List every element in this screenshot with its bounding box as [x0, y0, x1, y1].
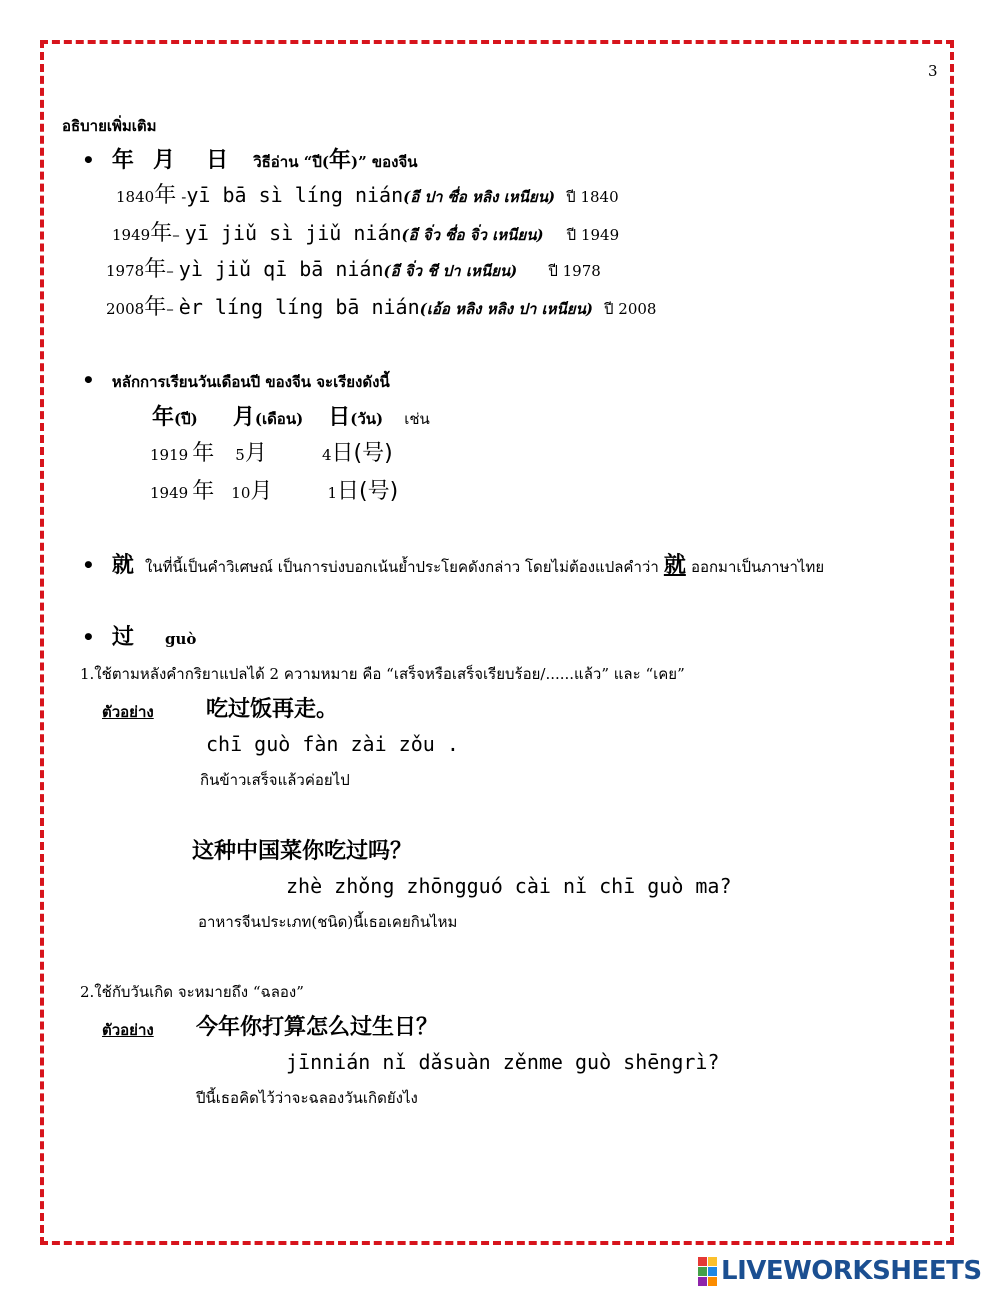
heading-cn-month: 月 — [153, 148, 176, 173]
separator: – — [166, 262, 174, 280]
year-cn: 年 — [154, 183, 177, 208]
header-suffix: เช่น — [404, 410, 430, 428]
bullet: • — [82, 368, 95, 392]
jiu-text-pre: ในที่นี้เป็นคำวิเศษณ์ เป็นการบ่งบอกเน้นย้ำประโยคดังกล่าว โดยไม่ต้องแปลคำว่า — [145, 558, 659, 576]
example-2-thai: อาหารจีนประเภท(ชนิด)นี้เธอเคยกินไหม — [198, 913, 458, 931]
year-number: 2008 — [106, 300, 145, 318]
year-cn: 年 — [144, 257, 167, 282]
year-row — [112, 216, 619, 247]
year-number: 1949 — [112, 226, 151, 244]
date-example-row — [150, 436, 393, 467]
pinyin: èr líng líng bā nián — [178, 295, 420, 319]
date-example-row — [150, 474, 398, 505]
year-number: 1978 — [106, 262, 145, 280]
guo-point-2: 2.ใช้กับวันเกิด จะหมายถึง “ฉลอง” — [80, 983, 304, 1001]
day-cn: 日(号) — [331, 441, 393, 466]
example-label: ตัวอย่าง — [102, 1021, 154, 1039]
month-cn: 月 — [250, 479, 273, 504]
day-cn: 日(号) — [337, 479, 399, 504]
year-number: 1919 — [150, 446, 189, 464]
year-row — [116, 178, 619, 209]
example-1-pinyin: chī guò fàn zài zǒu . — [206, 732, 459, 756]
example-3-pinyin: jīnnián nǐ dǎsuàn zěnme guò shēngrì? — [286, 1050, 720, 1074]
meaning: ปี 1840 — [566, 188, 619, 206]
guo-pinyin: guò — [165, 630, 197, 648]
jiu-cn: 就 — [111, 553, 134, 578]
date-order-heading — [82, 368, 390, 394]
jiu-explanation — [82, 548, 824, 579]
jiu-cn-inline: 就 — [663, 553, 686, 578]
meaning: ปี 1949 — [566, 226, 620, 244]
separator: – — [166, 300, 174, 318]
header-cn: 年 — [152, 405, 175, 430]
example-1-thai: กินข้าวเสร็จแล้วค่อยไป — [200, 771, 350, 789]
year-cn: 年 — [144, 295, 167, 320]
thai-reading: (อี จิ่ว ชี ปา เหนียน) — [383, 262, 518, 280]
guo-cn: 过 — [111, 625, 134, 650]
example-2-cn: 这种中国菜你吃过吗？ — [192, 839, 413, 864]
section-title: อธิบายเพิ่มเติม — [62, 117, 157, 135]
year-cn: 年 — [150, 221, 173, 246]
example-3-thai: ปีนี้เธอคิดไว้ว่าจะฉลองวันเกิดยังไง — [196, 1089, 418, 1107]
date-order-header — [152, 400, 430, 431]
pinyin: yì jiǔ qī bā nián — [178, 257, 384, 281]
meaning: ปี 1978 — [548, 262, 601, 280]
header-thai: (วัน) — [350, 410, 384, 428]
thai-reading: (อี จิ่ว ซื่อ จิ่ว เหนียน) — [401, 226, 544, 244]
day-number: 4 — [321, 446, 332, 464]
thai-reading: (อี ปา ซื่อ หลิง เหนียน) — [403, 188, 556, 206]
jiu-text-post: ออกมาเป็นภาษาไทย — [690, 558, 825, 576]
header-thai: (ปี) — [174, 410, 198, 428]
month-cn: 月 — [244, 441, 267, 466]
example-3-cn: 今年你打算怎么过生日？ — [196, 1015, 439, 1040]
bullet: • — [82, 148, 95, 172]
heading-desc-pre: วิธีอ่าน “ปี( — [253, 153, 329, 171]
year-row — [106, 290, 656, 321]
month-number: 10 — [231, 484, 251, 502]
year-row — [106, 252, 601, 283]
header-cn: 月 — [232, 405, 255, 430]
separator: - — [181, 188, 187, 206]
header-thai: (เดือน) — [254, 410, 304, 428]
example-1-cn: 吃过饭再走。 — [206, 697, 339, 722]
date-order-text: หลักการเรียนวันเดือนปี ของจีน จะเรียงดังนี้ — [111, 373, 390, 391]
year-reading-heading — [82, 143, 418, 174]
header-cn: 日 — [328, 405, 351, 430]
month-number: 5 — [235, 446, 245, 464]
bullet: • — [82, 625, 95, 649]
liveworksheets-logo — [698, 1256, 982, 1286]
year-number: 1840 — [116, 188, 155, 206]
heading-cn-year: 年 — [111, 148, 134, 173]
heading-desc-post: )” ของจีน — [350, 153, 418, 171]
example-2-pinyin: zhè zhǒng zhōngguó cài nǐ chī guò ma? — [286, 874, 732, 898]
pinyin: yī bā sì líng nián — [186, 183, 404, 207]
year-cn: 年 — [192, 441, 215, 466]
heading-cn-day: 日 — [206, 148, 229, 173]
logo-text: LIVEWORKSHEETS — [721, 1256, 982, 1286]
guo-heading — [82, 620, 196, 651]
thai-reading: (เอ้อ หลิง หลิง ปา เหนียน) — [419, 300, 593, 318]
heading-desc-cn: 年 — [328, 148, 351, 173]
logo-mark-icon — [698, 1257, 717, 1286]
pinyin: yī jiǔ sì jiǔ nián — [184, 221, 402, 245]
example-label: ตัวอย่าง — [102, 703, 154, 721]
guo-point-1: 1.ใช้ตามหลังคำกริยาแปลได้ 2 ความหมาย คือ “เสร็จหรือเสร็จเรียบร้อย/......แล้ว” และ “เคย” — [80, 665, 685, 683]
separator: – — [172, 226, 180, 244]
bullet: • — [82, 553, 95, 577]
meaning: ปี 2008 — [604, 300, 657, 318]
page-number: 3 — [928, 62, 938, 80]
year-cn: 年 — [192, 479, 215, 504]
day-number: 1 — [327, 484, 338, 502]
year-number: 1949 — [150, 484, 189, 502]
